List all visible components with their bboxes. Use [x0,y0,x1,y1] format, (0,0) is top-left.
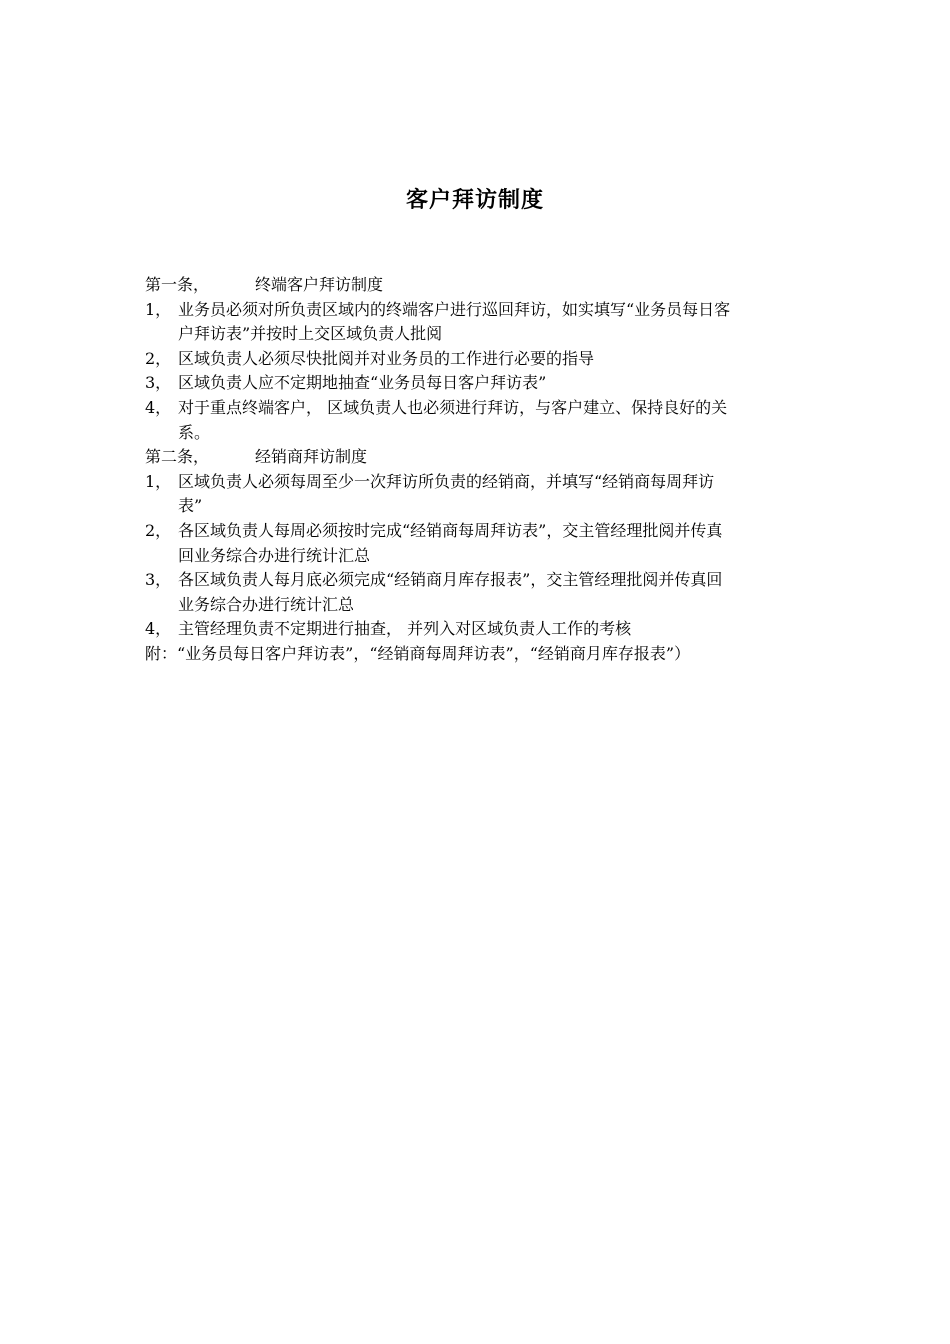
list-item [145,298,857,323]
list-item-continuation: 业务综合办进行统计汇总 [178,594,355,614]
list-item-number: 2， [145,348,172,368]
section-heading-1 [145,273,857,298]
list-item [145,470,857,495]
list-item-continuation: 表” [178,496,203,516]
list-item-number: 3， [145,373,172,393]
list-item [145,568,857,593]
document-body [145,273,857,667]
list-item [145,347,857,372]
list-item [145,371,857,396]
list-item-text: 区域负责人应不定期地抽查“业务员每日客户拜访表” [178,373,547,393]
list-item-text: 各区域负责人每月底必须完成“经销商月库存报表”，交主管经理批阅并传真回 [178,570,723,590]
list-item-continuation: 系。 [178,422,211,442]
list-item-number: 3， [145,570,172,590]
list-item [145,519,857,544]
list-item-text: 各区域负责人每周必须按时完成“经销商每周拜访表”，交主管经理批阅并传真 [178,520,723,540]
section-label: 第一条， [145,275,210,294]
appendix-note: 附：“业务员每日客户拜访表”，“经销商每周拜访表”，“经销商月库存报表”） [145,643,691,663]
document-title: 客户拜访制度 [405,188,544,213]
list-item [145,396,857,421]
list-item-number: 4， [145,619,172,639]
list-item-text: 主管经理负责不定期进行抽查， 并列入对区域负责人工作的考核 [178,619,632,639]
list-item-number: 1， [145,471,172,491]
section-heading-text: 经销商拜访制度 [255,447,368,467]
list-item-continuation: 回业务综合办进行统计汇总 [178,545,371,565]
list-item-text: 业务员必须对所负责区域内的终端客户进行巡回拜访，如实填写“业务员每日客 [178,299,731,319]
section-label: 第二条， [145,447,210,467]
list-item-number: 2， [145,520,172,540]
list-item [145,617,857,642]
section-heading-text: 终端客户拜访制度 [255,275,384,294]
list-item-number: 1， [145,299,172,319]
list-item-number: 4， [145,397,172,417]
list-item-text: 区域负责人必须尽快批阅并对业务员的工作进行必要的指导 [178,348,595,368]
list-item-text: 区域负责人必须每周至少一次拜访所负责的经销商，并填写“经销商每周拜访 [178,471,715,491]
section-heading-2 [145,445,857,470]
list-item-continuation: 户拜访表”并按时上交区域负责人批阅 [178,324,443,344]
list-item-text: 对于重点终端客户， 区域负责人也必须进行拜访，与客户建立、保持良好的关 [178,397,728,417]
